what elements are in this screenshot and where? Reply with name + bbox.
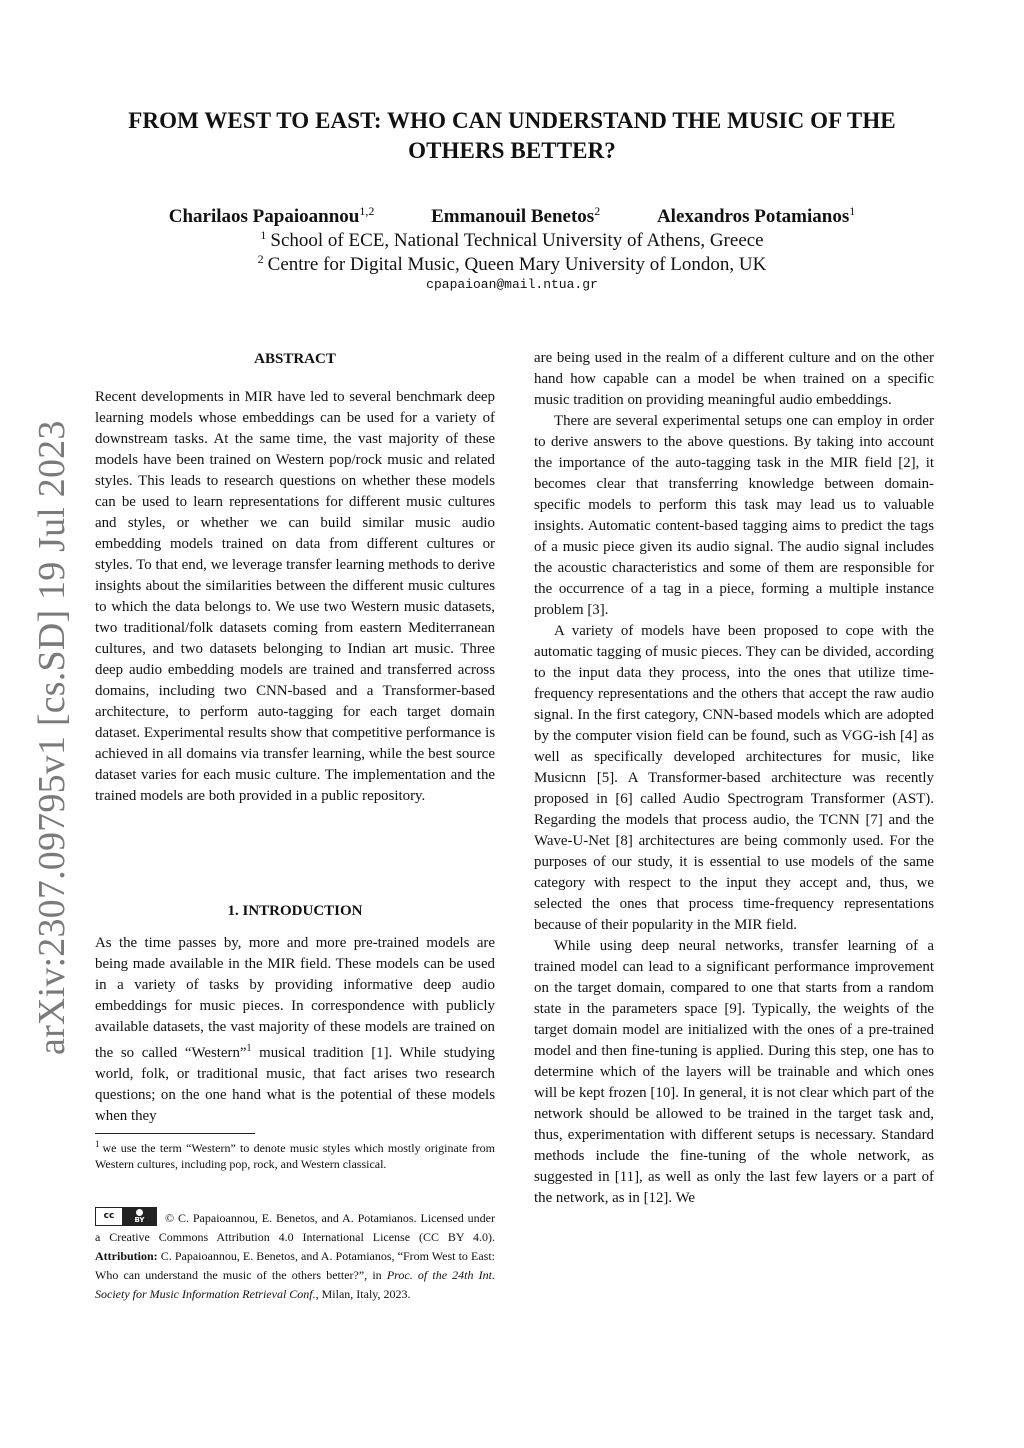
right-paragraph-3: A variety of models have been proposed to cope with the automatic tagging of music pieces. They can be divided, according to the input data they process, into the ones that utilize time-frequency representations and the others that accept the raw audio signal. In the first category, CNN-based models which are adopted by the computer vision field can be found, such as VGG-ish [4] as well as specifically developed architectures for music, like Musicnn [5]. A Transformer-based architecture was recently proposed in [6] called Audio Spectrogram Transformer (AST). Regarding the models that process audio, the TCNN [7] and the Wave-U-Net [8] architectures are being commonly used. For the purposes of our study, it is essential to use models of the same category with respect to the input they accept and, thus, we selected the ones that process time-frequency representations because of their popularity in the MIR field. xyxy=(534,623,934,933)
footnote-divider xyxy=(95,1133,255,1134)
contact-email[interactable]: cpapaioan@mail.ntua.gr xyxy=(426,277,598,292)
abstract-body xyxy=(95,387,495,807)
right-paragraph-1: are being used in the realm of a different culture and on the other hand how capable can a model be when trained on a specific music tradition on providing meaningful audio embeddings. xyxy=(534,350,934,408)
author-name: Alexandros Potamianos xyxy=(656,206,850,227)
right-paragraph-4: While using deep neural networks, transfer learning of a trained model can lead to a significant performance improvement on the target domain, compared to one that starts from a random state in the parameters space [9]. Typically, the weights of the target domain model are initialized with the ones of a pre-trained model and then fine-tuning is applied. During this step, one has to determine which of the layers will be trainable and which ones will be kept frozen [10]. In general, it is not clear which part of the network should be allowed to be trained in the target task and, thus, experimentation with different setups is necessary. Standard methods include the fine-tuning of the whole network, as suggested in [11], as well as only the last few layers or a part of the network, as in [12]. We xyxy=(534,938,934,1206)
introduction-heading: 1. INTRODUCTION xyxy=(227,903,363,919)
affiliation-2 xyxy=(0,247,1024,277)
author-affiliation-mark: 2 xyxy=(594,204,601,218)
footnote-text: we use the term “Western” to denote music styles which mostly originate from Western cultures, including pop, rock, and Western classical. xyxy=(95,1141,495,1171)
attribution-label: Attribution: xyxy=(95,1249,158,1263)
intro-text-after: musical tradition [1]. While studying world, folk, or traditional music, that fact arises two research questions; on the one hand what is the potential of these models when they xyxy=(95,1045,495,1124)
by-icon xyxy=(123,1208,156,1225)
abstract-heading: ABSTRACT xyxy=(254,351,336,367)
arxiv-identifier: arXiv:2307.09795v1 [cs.SD] 19 Jul 2023 xyxy=(31,420,73,1055)
affiliation-mark: 1 xyxy=(260,228,267,242)
license-block xyxy=(95,1207,495,1304)
venue-location: , Milan, Italy, 2023. xyxy=(315,1287,411,1301)
venue-name: Proc. of the 24th Int. Society for Music Information Retrieval Conf. xyxy=(95,1268,495,1301)
affiliation-mark: 2 xyxy=(257,252,264,266)
person-icon xyxy=(136,1209,143,1216)
footnote-mark: 1 xyxy=(95,1139,100,1149)
footnote xyxy=(95,1136,495,1172)
footnote-reference[interactable]: 1 xyxy=(246,1043,252,1054)
author-affiliation-mark: 1,2 xyxy=(359,204,375,218)
intro-text-before: As the time passes by, more and more pre-trained models are being made available in the MIR field. These models can be used in a variety of tasks by providing informative deep audio embeddings for music pieces. In correspondence with publicly available datasets, the vast majority of these models are trained on the so called “Western” xyxy=(95,935,495,1061)
introduction-body xyxy=(95,933,495,1127)
right-paragraph-2: There are several experimental setups one can employ in order to derive answers to the above questions. By taking into account the importance of the auto-tagging task in the MIR field [2], it becomes clear that transferring knowledge between domain-specific models to perform this task may lead us to valuable insights. Automatic content-based tagging aims to predict the tags of a music piece given its audio signal. The audio signal includes the acoustic characteristics and some of them are responsible for the occurrence of a tag in a piece, forming a multiple instance problem [3]. xyxy=(534,413,934,618)
affiliation-text: Centre for Digital Music, Queen Mary University of London, UK xyxy=(267,254,767,275)
abstract-text: Recent developments in MIR have led to several benchmark deep learning models whose embeddings can be used for a variety of downstream tasks. At the same time, the vast majority of these models have been trained on Western pop/rock music and related styles. This leads to research questions on whether these models can be used to learn representations for different music cultures and styles, or whether we can build similar music audio embedding models trained on data from different cultures or styles. To that end, we leverage transfer learning methods to derive insights about the similarities between the different music cultures to which the data belongs to. We use two Western music datasets, two traditional/folk datasets coming from eastern Mediterranean cultures, and two datasets belonging to Indian art music. Three deep audio embedding models are trained and transferred across domains, including two CNN-based and a Transformer-based architecture, to perform auto-tagging for each target domain dataset. Experimental results show that competitive performance is achieved in all domains via transfer learning, while the best source dataset varies for each music culture. The implementation and the trained models are both provided in a public repository. xyxy=(95,389,495,804)
author-name: Charilaos Papaioannou xyxy=(168,206,360,227)
right-column xyxy=(534,348,934,1209)
by-label: BY xyxy=(134,1216,145,1224)
attribution-text: C. Papaioannou, E. Benetos, and A. Potamianos, “From West to East: Who can understand the music of the others better?”, in xyxy=(95,1249,495,1282)
author-name: Emmanouil Benetos xyxy=(431,206,595,227)
affiliation-text: School of ECE, National Technical University of Athens, Greece xyxy=(270,230,764,251)
license-copyright: © C. Papaioannou, E. Benetos, and A. Potamianos. Licensed under a Creative Commons Attribution 4.0 International License (CC BY 4.0). xyxy=(95,1211,495,1244)
cc-by-license-icon[interactable] xyxy=(95,1207,157,1226)
cc-icon: cc xyxy=(96,1208,123,1225)
paper-title: FROM WEST TO EAST: WHO CAN UNDERSTAND THE MUSIC OF THE OTHERS BETTER? xyxy=(128,108,896,163)
author-affiliation-mark: 1 xyxy=(849,204,856,218)
introduction-paragraph-1 xyxy=(95,933,495,1127)
